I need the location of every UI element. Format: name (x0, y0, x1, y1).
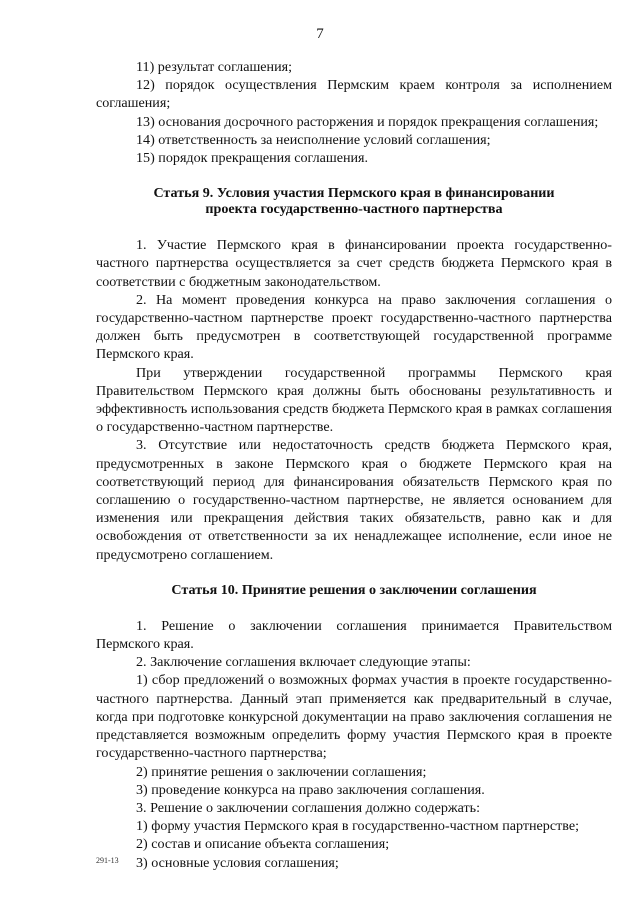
page-number: 7 (316, 26, 324, 42)
list-item: 12) порядок осуществления Пермским краем контроля за исполнением соглашения; (96, 77, 612, 112)
paragraph: 2. На момент проведения конкурса на право заключения соглашения о государственно-частном партнерстве проект государственно-частного партнерства должен быть предусмотрен в соответствующей государственной программе Пермского края. (96, 291, 612, 363)
paragraph: При утверждении государственной программы Пермского края Правительством Пермского края должны быть обоснованы результативность и эффективность использования средств бюджета Пермского края в рамках соглашения о государственно-частном партнерстве. (96, 364, 612, 436)
paragraph: 1) сбор предложений о возможных формах участия в проекте государственно-частного партнерства. Данный этап применяется как предварительный в случае, когда при подготовке конкурсной документации на право заключения соглашения не представляется возможным определить форму участия Пермского края в проекте государственно-частного партнерства; (96, 672, 612, 762)
list-item: 13) основания досрочного расторжения и порядок прекращения соглашения; (136, 113, 599, 130)
paragraph: 3) проведение конкурса на право заключения соглашения. (136, 781, 485, 798)
paragraph: 1. Участие Пермского края в финансировании проекта государственно-частного партнерства осуществляется за счет средств бюджета Пермского края в соответствии с бюджетным законодательством. (96, 237, 612, 290)
document-body (96, 58, 612, 872)
article-9-title-line1: Статья 9. Условия участия Пермского края в финансировании (153, 185, 555, 202)
article-9-heading (96, 185, 612, 217)
paragraph: 2. Заключение соглашения включает следующие этапы: (136, 654, 471, 671)
list-item: 15) порядок прекращения соглашения. (136, 150, 369, 167)
footer-code: 291-13 (96, 856, 119, 865)
paragraph: 3) основные условия соглашения; (136, 854, 339, 871)
paragraph: 1. Решение о заключении соглашения принимается Правительством Пермского края. (96, 617, 612, 653)
paragraph: 3. Отсутствие или недостаточность средств бюджета Пермского края, предусмотренных в законе Пермского края о бюджете Пермского края на соответствующий период для финансирования обязательств Пермского края по соглашению о государственно-частном партнерстве, не является основанием для изменения или прекращения действия таких обязательств, равно как и для освобождения от ответственности за их ненадлежащее исполнение, если иное не предусмотрено соглашением. (96, 437, 612, 563)
paragraph: 1) форму участия Пермского края в государственно-частном партнерстве; (136, 818, 580, 835)
paragraph: 2) принятие решения о заключении соглашения; (136, 763, 427, 780)
article-9-title-line2: проекта государственно-частного партнерства (205, 201, 503, 218)
article-10-title: Статья 10. Принятие решения о заключении соглашения (171, 581, 537, 598)
list-item: 11) результат соглашения; (136, 59, 293, 75)
paragraph: 3. Решение о заключении соглашения должно содержать: (136, 799, 481, 816)
paragraph: 2) состав и описание объекта соглашения; (136, 836, 390, 853)
list-item: 14) ответственность за неисполнение условий соглашения; (136, 131, 491, 148)
